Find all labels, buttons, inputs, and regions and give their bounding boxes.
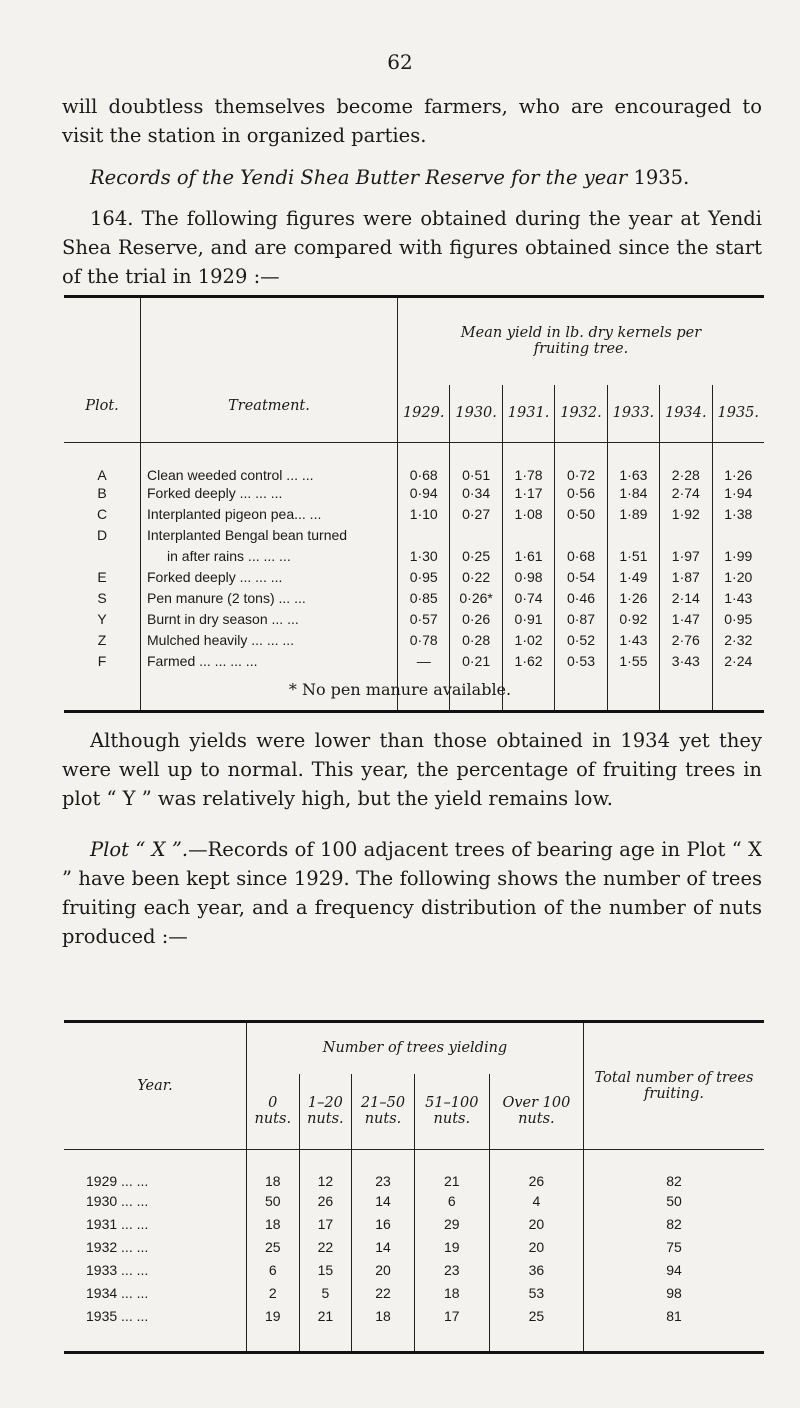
plot-x-text: —Records of 100 adjacent trees of bearing age in Plot “ X ” have been kept since 1929. The following shows the number of trees fruiting each year, and a frequency distribution of the number of nuts produced :— — [62, 838, 762, 948]
bin-header — [247, 1074, 300, 1150]
count-cell: 6 — [247, 1259, 300, 1282]
value-cell — [712, 525, 764, 546]
value-cell: 1·47 — [660, 609, 712, 630]
intro-paragraph: will doubtless themselves become farmers, who are encouraged to visit the station in organized parties. — [62, 95, 762, 147]
value-cell: 0·95 — [712, 609, 764, 630]
table-row — [64, 609, 764, 630]
plot-x-label: Plot “ X ”. — [90, 838, 189, 861]
value-cell: 1·26 — [607, 588, 659, 609]
bin-range: 21–50 — [360, 1095, 406, 1112]
count-cell: 53 — [489, 1282, 583, 1305]
value-cell — [660, 525, 712, 546]
count-cell: 4 — [489, 1190, 583, 1213]
value-cell: 1·55 — [607, 651, 659, 672]
count-cell: 16 — [352, 1213, 415, 1236]
count-cell: 23 — [414, 1259, 489, 1282]
plot-cell: F — [97, 653, 107, 669]
count-cell: 18 — [414, 1282, 489, 1305]
count-cell: 12 — [299, 1150, 352, 1190]
value-cell: 0·50 — [555, 504, 607, 525]
value-cell: 0·27 — [450, 504, 502, 525]
count-cell: 21 — [299, 1305, 352, 1328]
value-cell: 1·97 — [660, 546, 712, 567]
value-cell: 0·56 — [555, 483, 607, 504]
col-year-header: Year. — [137, 1078, 173, 1094]
treatment-cell: Forked deeply ... ... ... — [141, 483, 398, 504]
count-cell: 23 — [352, 1150, 415, 1190]
value-cell: 1·30 — [398, 546, 450, 567]
value-cell: 0·28 — [450, 630, 502, 651]
page-number: 62 — [387, 50, 413, 74]
value-cell: 0·46 — [555, 588, 607, 609]
table-row — [64, 1150, 764, 1190]
value-cell: 1·43 — [607, 630, 659, 651]
count-cell: 25 — [489, 1305, 583, 1328]
bin-unit: nuts. — [254, 1111, 292, 1128]
count-cell: 2 — [247, 1282, 300, 1305]
count-cell: 18 — [352, 1305, 415, 1328]
count-cell: 14 — [352, 1190, 415, 1213]
value-cell: 0·54 — [555, 567, 607, 588]
table-row — [64, 1282, 764, 1305]
total-cell: 50 — [584, 1190, 765, 1213]
value-cell: 2·14 — [660, 588, 712, 609]
value-cell: 0·34 — [450, 483, 502, 504]
year-cell: 1934 ... ... — [86, 1285, 149, 1301]
value-cell: 1·61 — [502, 546, 554, 567]
value-cell: 1·99 — [712, 546, 764, 567]
treatment-cell: Clean weeded control ... ... — [141, 443, 398, 483]
treatment-cell: Farmed ... ... ... ... — [141, 651, 398, 672]
total-cell: 82 — [584, 1213, 765, 1236]
value-cell: 3·43 — [660, 651, 712, 672]
count-cell: 22 — [352, 1282, 415, 1305]
count-cell: 15 — [299, 1259, 352, 1282]
value-cell: 1·08 — [502, 504, 554, 525]
value-cell: 0·26* — [450, 588, 502, 609]
treatment-cell: Interplanted pigeon pea... ... — [141, 504, 398, 525]
value-cell: 0·57 — [398, 609, 450, 630]
fruiting-table — [64, 1020, 764, 1354]
table-row — [64, 1259, 764, 1282]
count-cell: 18 — [247, 1213, 300, 1236]
year-header: 1933. — [607, 385, 659, 443]
treatment-cell: Interplanted Bengal bean turned — [141, 525, 398, 546]
count-cell: 17 — [299, 1213, 352, 1236]
year-cell: 1931 ... ... — [86, 1216, 149, 1232]
plot-cell: C — [96, 506, 108, 522]
table-row — [64, 1236, 764, 1259]
value-cell: 1·87 — [660, 567, 712, 588]
value-cell: 0·22 — [450, 567, 502, 588]
bin-range: Over 100 — [502, 1095, 571, 1112]
value-cell: 0·53 — [555, 651, 607, 672]
table-row — [64, 567, 764, 588]
value-cell: 0·25 — [450, 546, 502, 567]
paragraph-yields: Although yields were lower than those obtained in 1934 yet they were well up to normal. This year, the percentage of fruiting trees in plot “ Y ” was relatively high, but the yield remains low. — [62, 729, 762, 810]
trees-yielding-header: Number of trees yielding — [247, 1022, 584, 1074]
value-cell: 0·52 — [555, 630, 607, 651]
year-header: 1935. — [712, 385, 764, 443]
table-row — [64, 443, 764, 483]
plot-cell: D — [96, 527, 108, 543]
count-cell: 20 — [489, 1213, 583, 1236]
treatment-cell: Mulched heavily ... ... ... — [141, 630, 398, 651]
count-cell: 36 — [489, 1259, 583, 1282]
col-treatment-header: Treatment. — [141, 297, 398, 443]
value-cell: 0·72 — [555, 443, 607, 483]
value-cell: 0·87 — [555, 609, 607, 630]
value-cell: 1·84 — [607, 483, 659, 504]
value-cell: 0·94 — [398, 483, 450, 504]
value-cell: 1·38 — [712, 504, 764, 525]
value-cell — [502, 525, 554, 546]
bin-range: 51–100 — [425, 1095, 479, 1112]
table-row — [64, 630, 764, 651]
table-row — [64, 546, 764, 567]
bin-range: 1–20 — [307, 1095, 343, 1112]
count-cell: 6 — [414, 1190, 489, 1213]
value-cell: 2·74 — [660, 483, 712, 504]
value-cell: 0·91 — [502, 609, 554, 630]
plot-cell — [64, 546, 141, 567]
value-cell: 0·78 — [398, 630, 450, 651]
bin-unit: nuts. — [307, 1111, 344, 1128]
value-cell: 1·49 — [607, 567, 659, 588]
table-row — [64, 504, 764, 525]
value-cell: 1·92 — [660, 504, 712, 525]
bin-unit: nuts. — [518, 1111, 555, 1128]
year-cell: 1930 ... ... — [86, 1193, 149, 1209]
plot-cell: Z — [97, 632, 107, 648]
value-cell: 0·26 — [450, 609, 502, 630]
count-cell: 18 — [247, 1150, 300, 1190]
count-cell: 21 — [414, 1150, 489, 1190]
value-cell: 0·95 — [398, 567, 450, 588]
treatment-cell: Pen manure (2 tons) ... ... — [141, 588, 398, 609]
yield-table — [64, 295, 764, 713]
table-row — [64, 1305, 764, 1328]
plot-cell: B — [97, 485, 107, 501]
value-cell: 0·74 — [502, 588, 554, 609]
count-cell: 22 — [299, 1236, 352, 1259]
year-header: 1932. — [555, 385, 607, 443]
value-cell: 1·51 — [607, 546, 659, 567]
total-cell: 98 — [584, 1282, 765, 1305]
fruiting-table-body — [64, 1150, 764, 1353]
table-row — [64, 588, 764, 609]
heading-text: Records of the Yendi Shea Butter Reserve for the year — [90, 166, 628, 189]
total-cell: 82 — [584, 1150, 765, 1190]
paragraph-164: 164. The following figures were obtained during the year at Yendi Shea Reserve, and are compared with figures obtained since the start of the trial in 1929 :— — [62, 207, 762, 288]
value-cell — [398, 525, 450, 546]
treatment-cell: in after rains ... ... ... — [141, 546, 398, 567]
count-cell: 20 — [489, 1236, 583, 1259]
count-cell: 14 — [352, 1236, 415, 1259]
count-cell: 5 — [299, 1282, 352, 1305]
count-cell: 29 — [414, 1213, 489, 1236]
footnote: * No pen manure available. — [288, 680, 512, 699]
value-cell: 0·68 — [398, 443, 450, 483]
table-row — [64, 525, 764, 546]
value-cell: 0·92 — [607, 609, 659, 630]
paragraph-plot-x — [62, 835, 762, 951]
bin-header — [414, 1074, 489, 1150]
plot-cell: S — [97, 590, 107, 606]
value-cell: 0·85 — [398, 588, 450, 609]
value-cell: 1·63 — [607, 443, 659, 483]
table-row — [64, 1190, 764, 1213]
year-cell: 1929 ... ... — [86, 1172, 149, 1189]
plot-cell: A — [97, 466, 107, 483]
table-row — [64, 483, 764, 504]
value-cell: 0·98 — [502, 567, 554, 588]
year-header: 1930. — [450, 385, 502, 443]
section-heading — [90, 166, 689, 189]
value-cell: 1·20 — [712, 567, 764, 588]
count-cell: 19 — [414, 1236, 489, 1259]
value-cell: 1·94 — [712, 483, 764, 504]
value-cell: 1·02 — [502, 630, 554, 651]
value-cell: — — [398, 651, 450, 672]
year-cell: 1932 ... ... — [86, 1239, 149, 1255]
bin-header — [299, 1074, 352, 1150]
count-cell: 25 — [247, 1236, 300, 1259]
spacer-row — [64, 1328, 764, 1353]
bin-unit: nuts. — [433, 1111, 471, 1128]
value-cell: 1·17 — [502, 483, 554, 504]
value-cell: 1·78 — [502, 443, 554, 483]
value-cell: 2·76 — [660, 630, 712, 651]
bin-range: 0 — [268, 1095, 278, 1112]
value-cell: 2·24 — [712, 651, 764, 672]
col-total-header: Total number of trees fruiting. — [584, 1022, 765, 1150]
total-cell: 75 — [584, 1236, 765, 1259]
value-cell: 1·89 — [607, 504, 659, 525]
year-header: 1929. — [398, 385, 450, 443]
total-cell: 81 — [584, 1305, 765, 1328]
bin-header — [489, 1074, 583, 1150]
value-cell — [450, 525, 502, 546]
value-cell — [607, 525, 659, 546]
value-cell: 2·32 — [712, 630, 764, 651]
total-cell: 94 — [584, 1259, 765, 1282]
year-header: 1934. — [660, 385, 712, 443]
bin-unit: nuts. — [364, 1111, 402, 1128]
value-cell: 1·62 — [502, 651, 554, 672]
count-cell: 20 — [352, 1259, 415, 1282]
count-cell: 26 — [489, 1150, 583, 1190]
bin-header — [352, 1074, 415, 1150]
plot-cell: Y — [97, 611, 107, 627]
value-cell: 1·10 — [398, 504, 450, 525]
heading-year: 1935. — [633, 166, 690, 189]
year-header: 1931. — [502, 385, 554, 443]
count-cell: 50 — [247, 1190, 300, 1213]
count-cell: 17 — [414, 1305, 489, 1328]
year-cell: 1933 ... ... — [86, 1262, 149, 1278]
value-cell: 0·68 — [555, 546, 607, 567]
table-row — [64, 651, 764, 672]
count-cell: 26 — [299, 1190, 352, 1213]
col-plot-header: Plot. — [85, 398, 119, 414]
table-row — [64, 1213, 764, 1236]
value-cell: 2·28 — [660, 443, 712, 483]
value-cell: 0·51 — [450, 443, 502, 483]
yield-table-body — [64, 443, 764, 712]
plot-cell: E — [97, 569, 107, 585]
value-cell: 1·26 — [712, 443, 764, 483]
value-cell: 1·43 — [712, 588, 764, 609]
treatment-cell: Forked deeply ... ... ... — [141, 567, 398, 588]
count-cell: 19 — [247, 1305, 300, 1328]
value-cell: 0·21 — [450, 651, 502, 672]
yield-group-header: Mean yield in lb. dry kernels per fruiting tree. — [398, 297, 765, 385]
treatment-cell: Burnt in dry season ... ... — [141, 609, 398, 630]
value-cell — [555, 525, 607, 546]
year-cell: 1935 ... ... — [86, 1308, 149, 1324]
